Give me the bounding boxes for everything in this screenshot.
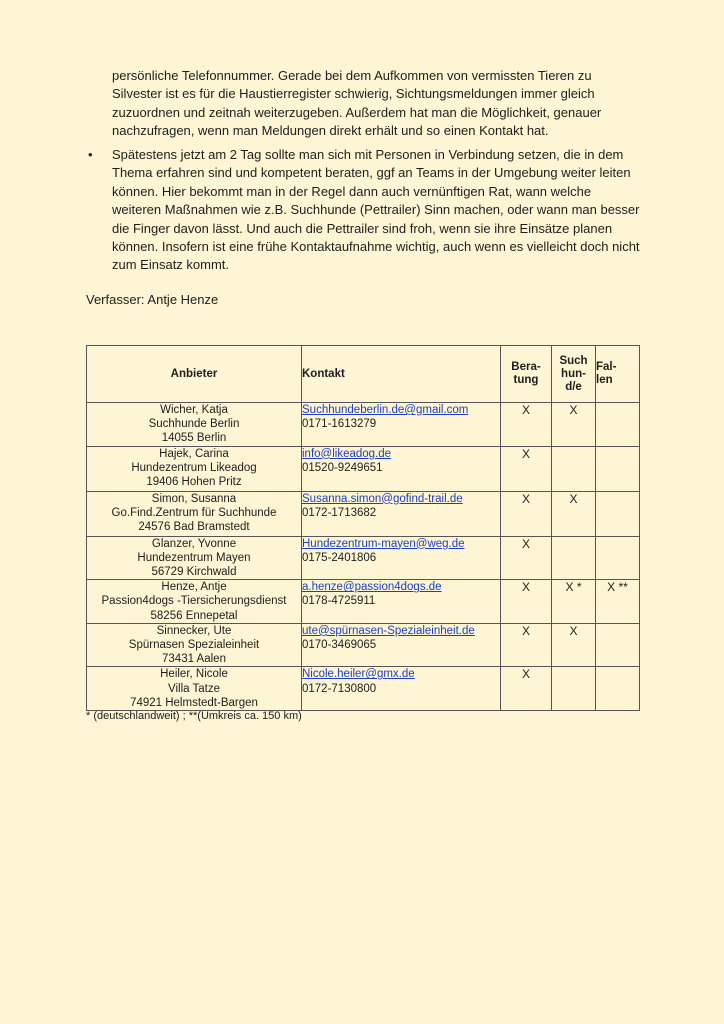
cell-suchhunde	[552, 446, 596, 491]
provider-organisation: Hundezentrum Mayen	[137, 551, 251, 564]
cell-fallen: X **	[596, 580, 640, 624]
provider-table	[86, 345, 640, 711]
cell-kontakt	[302, 580, 501, 624]
cell-anbieter	[87, 491, 302, 536]
provider-organisation: Villa Tatze	[168, 682, 220, 695]
cell-anbieter	[87, 623, 302, 667]
provider-city: 73431 Aalen	[162, 653, 226, 666]
email-link[interactable]: Suchhundeberlin.de@gmail.com	[302, 404, 469, 416]
provider-name: Henze, Antje	[161, 581, 227, 594]
cell-kontakt	[302, 446, 501, 491]
provider-city: 56729 Kirchwald	[151, 566, 237, 579]
provider-name: Heiler, Nicole	[160, 668, 228, 681]
cell-kontakt	[302, 667, 501, 711]
provider-city: 14055 Berlin	[161, 432, 227, 445]
cell-beratung: X	[501, 623, 552, 667]
email-link[interactable]: info@likeadog.de	[302, 447, 392, 460]
header-kontakt: Kontakt	[302, 346, 501, 403]
phone-number: 0178-4725911	[302, 595, 376, 608]
provider-name: Glanzer, Yvonne	[151, 537, 237, 550]
cell-fallen	[596, 667, 640, 711]
table-header-row	[87, 346, 640, 403]
provider-name: Hajek, Carina	[159, 447, 229, 460]
cell-kontakt	[302, 623, 501, 667]
cell-suchhunde	[552, 667, 596, 711]
email-link[interactable]: Susanna.simon@gofind-trail.de	[302, 492, 463, 505]
cell-fallen	[596, 536, 640, 580]
cell-suchhunde: X	[552, 403, 596, 447]
cell-beratung: X	[501, 536, 552, 580]
email-link[interactable]: ute@spürnasen-Spezialeinheit.de	[302, 624, 475, 637]
provider-name: Wicher, Katja	[160, 404, 228, 416]
table-row	[87, 491, 640, 536]
header-beratung: Bera- tung	[501, 346, 552, 403]
provider-organisation: Suchhunde Berlin	[148, 418, 240, 431]
email-link[interactable]: Hundezentrum-mayen@weg.de	[302, 537, 465, 550]
provider-organisation: Passion4dogs -Tiersicherungsdienst	[101, 595, 287, 608]
cell-suchhunde: X *	[552, 580, 596, 624]
cell-beratung: X	[501, 403, 552, 447]
phone-number: 0171-1613279	[302, 418, 377, 431]
cell-anbieter	[87, 667, 302, 711]
bullet-marker: •	[88, 147, 93, 162]
cell-suchhunde: X	[552, 623, 596, 667]
provider-city: 19406 Hohen Pritz	[146, 476, 242, 489]
table-row	[87, 667, 640, 711]
table-row	[87, 446, 640, 491]
phone-number: 0170-3469065	[302, 639, 377, 652]
cell-suchhunde	[552, 536, 596, 580]
phone-number: 0172-1713682	[302, 506, 377, 519]
header-fallen: Fal- len	[596, 346, 640, 403]
cell-kontakt	[302, 491, 501, 536]
table-footnote: * (deutschlandweit) ; **(Umkreis ca. 150 km)	[86, 710, 302, 722]
provider-city: 58256 Ennepetal	[150, 609, 238, 622]
cell-kontakt	[302, 403, 501, 447]
provider-organisation: Go.Find.Zentrum für Suchhunde	[111, 506, 277, 519]
bullet-paragraph: Spätestens jetzt am 2 Tag sollte man sich mit Personen in Verbindung setzen, die in dem Thema erfahren sind und kompetent beraten, ggf an Teams in der Umgebung weiter leiten können. Hier bekommt man in der Regel dann auch vernünftigen Rat, wann welche weiteren Maßnahmen wie z.B. Suchhunde (Pettrailer) Sinn machen, oder wann man besser die Finger davon lässt. Und auch die Pettrailer sind froh, wenn sie ihre Einsätze planen können. Insofern ist eine frühe Kontaktaufnahme wichtig, auch wenn es vielleicht doch nicht zum Einsatz kommt.	[112, 147, 640, 273]
table-row	[87, 403, 640, 447]
cell-anbieter	[87, 536, 302, 580]
author-line: Verfasser: Antje Henze	[86, 292, 219, 307]
provider-organisation: Hundezentrum Likeadog	[131, 461, 257, 474]
header-suchhunde: Such hun- d/e	[552, 346, 596, 403]
provider-name: Simon, Susanna	[151, 492, 237, 505]
cell-beratung: X	[501, 446, 552, 491]
cell-anbieter	[87, 403, 302, 447]
provider-city: 24576 Bad Bramstedt	[138, 521, 250, 534]
paragraph-continuation: persönliche Telefonnummer. Gerade bei dem Aufkommen von vermissten Tieren zu Silvester ist es für die Haustierregister schwierig, Sichtungsmeldungen immer gleich zuzuordnen und zeitnah weiterzugeben. Außerdem hat man die Möglichkeit, genauer nachzufragen, wenn man Meldungen direkt erhält und so einen Kontakt hat.	[112, 68, 602, 139]
email-link[interactable]: a.henze@passion4dogs.de	[302, 581, 442, 594]
provider-organisation: Spürnasen Spezialeinheit	[128, 639, 260, 652]
cell-kontakt	[302, 536, 501, 580]
cell-beratung: X	[501, 667, 552, 711]
provider-city: 74921 Helmstedt-Bargen	[130, 696, 258, 709]
cell-fallen	[596, 623, 640, 667]
table-row	[87, 580, 640, 624]
email-link[interactable]: Nicole.heiler@gmx.de	[302, 668, 415, 681]
phone-number: 01520-9249651	[302, 461, 383, 474]
cell-anbieter	[87, 446, 302, 491]
cell-fallen	[596, 403, 640, 447]
table-row	[87, 536, 640, 580]
cell-anbieter	[87, 580, 302, 624]
cell-beratung: X	[501, 491, 552, 536]
header-anbieter: Anbieter	[87, 346, 302, 403]
cell-beratung: X	[501, 580, 552, 624]
cell-fallen	[596, 491, 640, 536]
cell-fallen	[596, 446, 640, 491]
cell-suchhunde: X	[552, 491, 596, 536]
table-row	[87, 623, 640, 667]
phone-number: 0172-7130800	[302, 682, 377, 695]
phone-number: 0175-2401806	[302, 551, 377, 564]
provider-name: Sinnecker, Ute	[156, 624, 232, 637]
